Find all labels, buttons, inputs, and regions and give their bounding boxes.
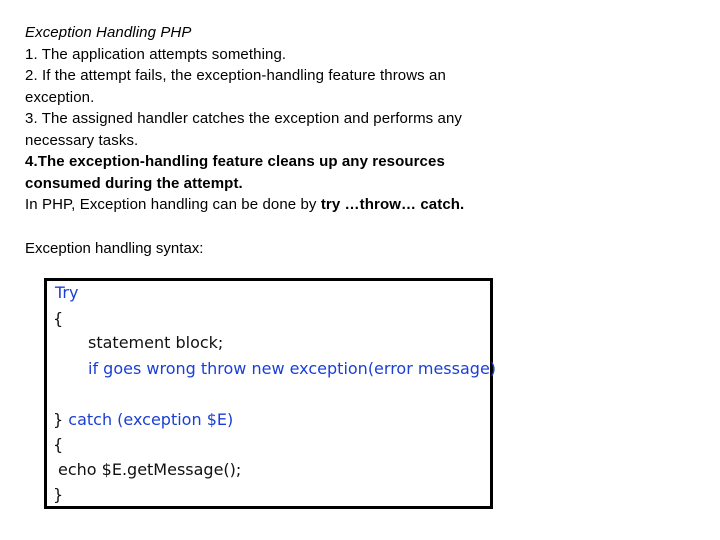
code-close-brace-2: } [53, 485, 64, 504]
code-echo-line: echo $E.getMessage(); [58, 460, 242, 479]
code-close-brace-1: } [53, 410, 64, 429]
document-body [25, 22, 505, 216]
step-4: 4.The exception-handling feature cleans up any resources consumed during the attempt. [25, 153, 445, 192]
document-title: Exception Handling PHP [25, 24, 192, 41]
step-1: 1. The application attempts something. [25, 45, 287, 63]
syntax-label: Exception handling syntax: [25, 240, 204, 257]
code-try: Try [55, 283, 79, 302]
code-statement-block: statement block; [88, 333, 224, 352]
php-summary-keywords: try …throw… catch. [320, 196, 465, 213]
step-3: 3. The assigned handler catches the exception and performs any necessary tasks. [25, 110, 463, 149]
code-catch: catch (exception $E) [63, 410, 234, 429]
step-2: 2. If the attempt fails, the exception-handling feature throws an exception. [25, 67, 446, 106]
php-summary-text: In PHP, Exception handling can be done by [25, 196, 321, 213]
code-open-brace-1: { [53, 309, 64, 328]
code-open-brace-2: { [53, 435, 64, 454]
code-catch-line [53, 410, 233, 430]
code-snippet-box [44, 278, 497, 509]
code-throw-line: if goes wrong throw new exception(error message) [88, 359, 497, 378]
php-summary [25, 194, 505, 216]
